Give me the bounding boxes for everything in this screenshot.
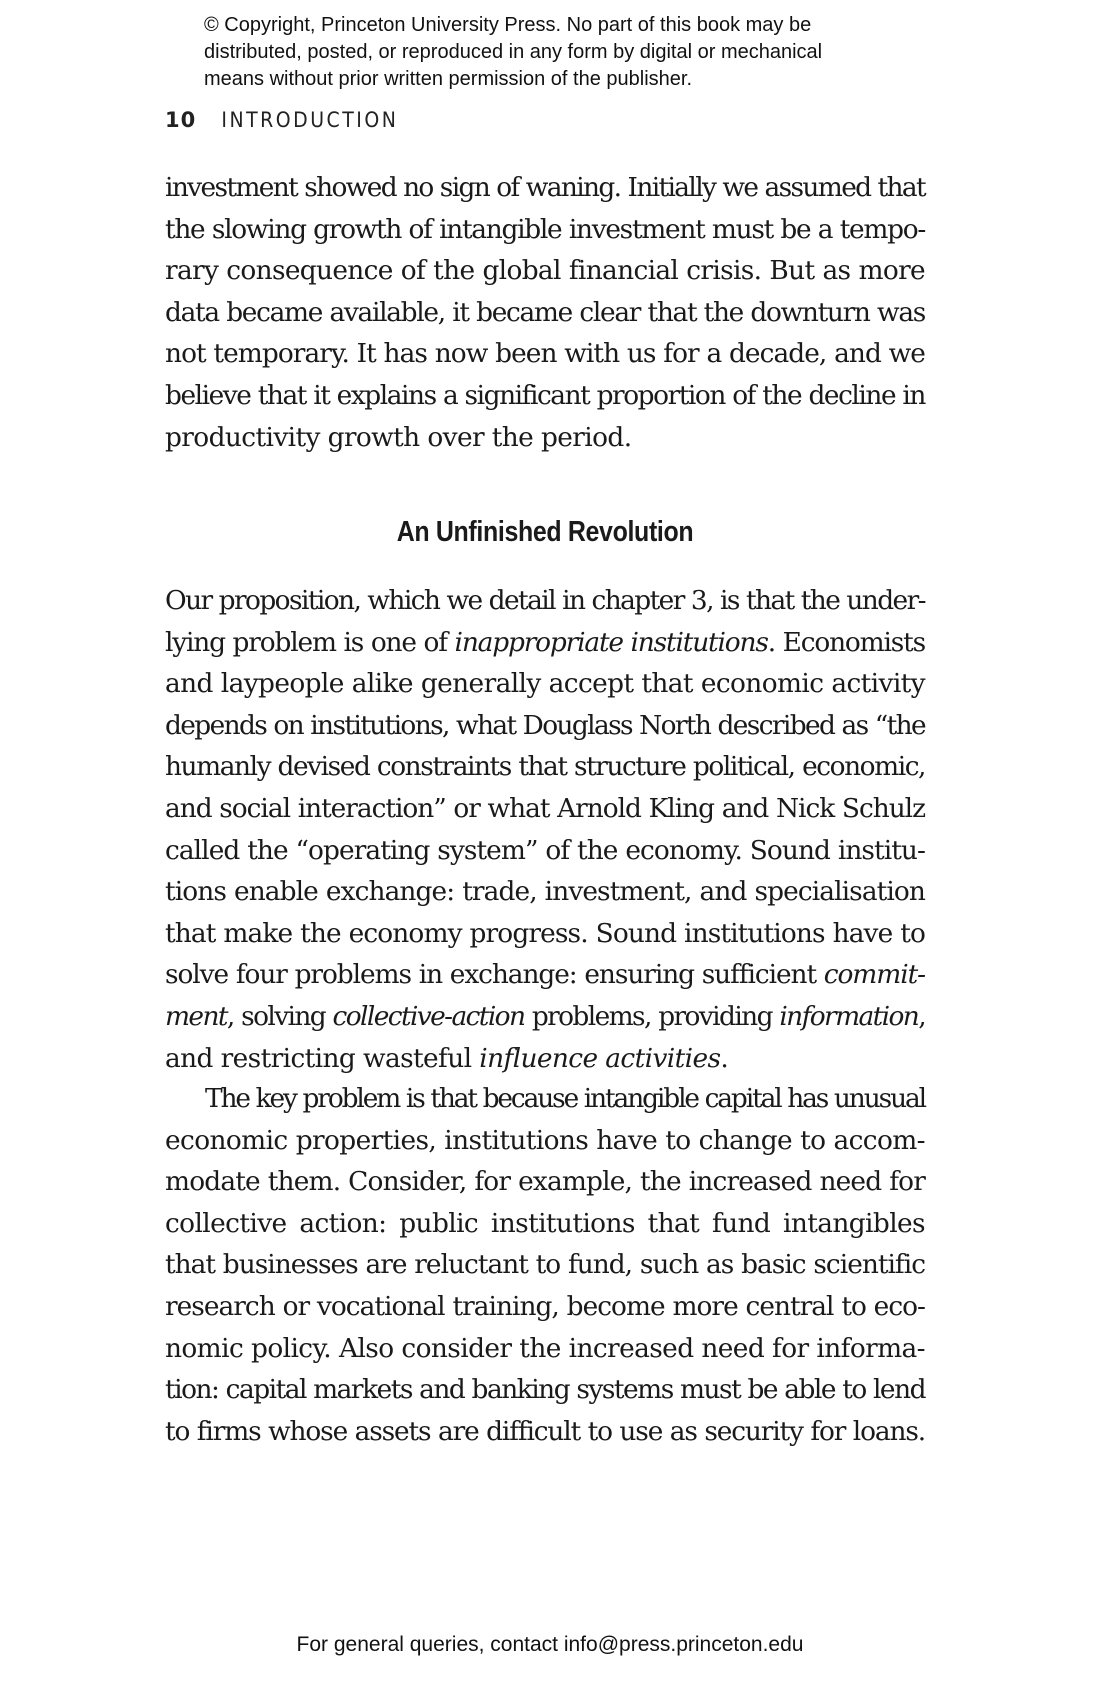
italic-text: commit-: [823, 959, 925, 991]
text-line: the slowing growth of intangible investment must be a tempo-: [165, 213, 925, 245]
footer-contact: For general queries, contact info@press.princeton.edu: [296, 1633, 804, 1656]
text-line: that make the economy progress. Sound institutions have to: [165, 917, 925, 949]
italic-text: influence activities: [479, 1042, 721, 1074]
italic-text: information: [779, 1000, 919, 1032]
text-line: tion: capital markets and banking systems must be able to lend: [165, 1374, 925, 1406]
text-line: humanly devised constraints that structure political, economic,: [165, 751, 925, 783]
text-run: lying problem is one of: [165, 626, 455, 658]
text-line: modate them. Consider, for example, the increased need for: [165, 1166, 925, 1198]
text-line: and social interaction” or what Arnold Kling and Nick Schulz: [165, 792, 925, 824]
text-line: rary consequence of the global financial crisis. But as more: [165, 255, 925, 287]
text-line: Our proposition, which we detail in chapter 3, is that the under-: [165, 585, 925, 616]
text-line: [165, 1038, 925, 1080]
text-line: data became available, it became clear that the downturn was: [165, 296, 925, 328]
copyright-line: © Copyright, Princeton University Press. No part of this book may be: [204, 14, 812, 36]
text-line: not temporary. It has now been with us for a decade, and we: [165, 338, 925, 370]
text-run: . Economists: [767, 626, 926, 658]
text-line: [165, 954, 925, 996]
text-line: called the “operating system” of the economy. Sound institu-: [165, 834, 925, 866]
text-line: nomic policy. Also consider the increased need for informa-: [165, 1332, 925, 1364]
italic-text: collective-action: [332, 1000, 525, 1032]
section-heading: An Unfinished Revolution: [396, 516, 694, 548]
text-run: ,: [918, 1000, 926, 1032]
text-line: productivity growth over the period.: [165, 421, 632, 453]
text-line: The key problem is that because intangible capital has unusual: [205, 1083, 925, 1114]
copyright-line: means without prior written permission of the publisher.: [204, 68, 693, 90]
text-line: to firms whose assets are difficult to use as security for loans.: [165, 1415, 925, 1447]
text-line: investment showed no sign of waning. Initially we assumed that: [165, 172, 925, 203]
text-line: economic properties, institutions have to change to accom-: [165, 1124, 925, 1156]
paragraph-1: [165, 167, 925, 458]
text-line: [165, 996, 925, 1038]
text-run: solve four problems in exchange: ensuring sufficient: [165, 959, 824, 991]
text-line: research or vocational training, become more central to eco-: [165, 1290, 925, 1322]
page-number: 10: [165, 108, 197, 132]
running-head: [165, 108, 398, 132]
section-title: INTRODUCTION: [221, 108, 399, 132]
italic-text: inappropriate institutions: [454, 626, 768, 658]
text-line: collective action: public institutions that fund intangibles: [165, 1207, 925, 1239]
text-run: problems, providing: [524, 1000, 780, 1032]
text-line: believe that it explains a significant proportion of the decline in: [165, 379, 925, 411]
text-run: .: [720, 1042, 729, 1074]
copyright-notice: [204, 12, 924, 93]
text-line: and laypeople alike generally accept that economic activity: [165, 668, 925, 700]
text-line: depends on institutions, what Douglass North described as “the: [165, 709, 925, 741]
paragraph-2: [165, 580, 925, 1079]
text-line: tions enable exchange: trade, investment, and specialisation: [165, 876, 925, 908]
text-run: , solving: [226, 1000, 333, 1032]
copyright-line: distributed, posted, or reproduced in any form by digital or mechanical: [204, 41, 823, 63]
text-run: and restricting wasteful: [165, 1042, 480, 1074]
text-line: [165, 622, 925, 664]
italic-text: ment: [165, 1000, 227, 1032]
paragraph-3: [165, 1078, 925, 1452]
text-line: that businesses are reluctant to fund, such as basic scientific: [165, 1249, 925, 1281]
